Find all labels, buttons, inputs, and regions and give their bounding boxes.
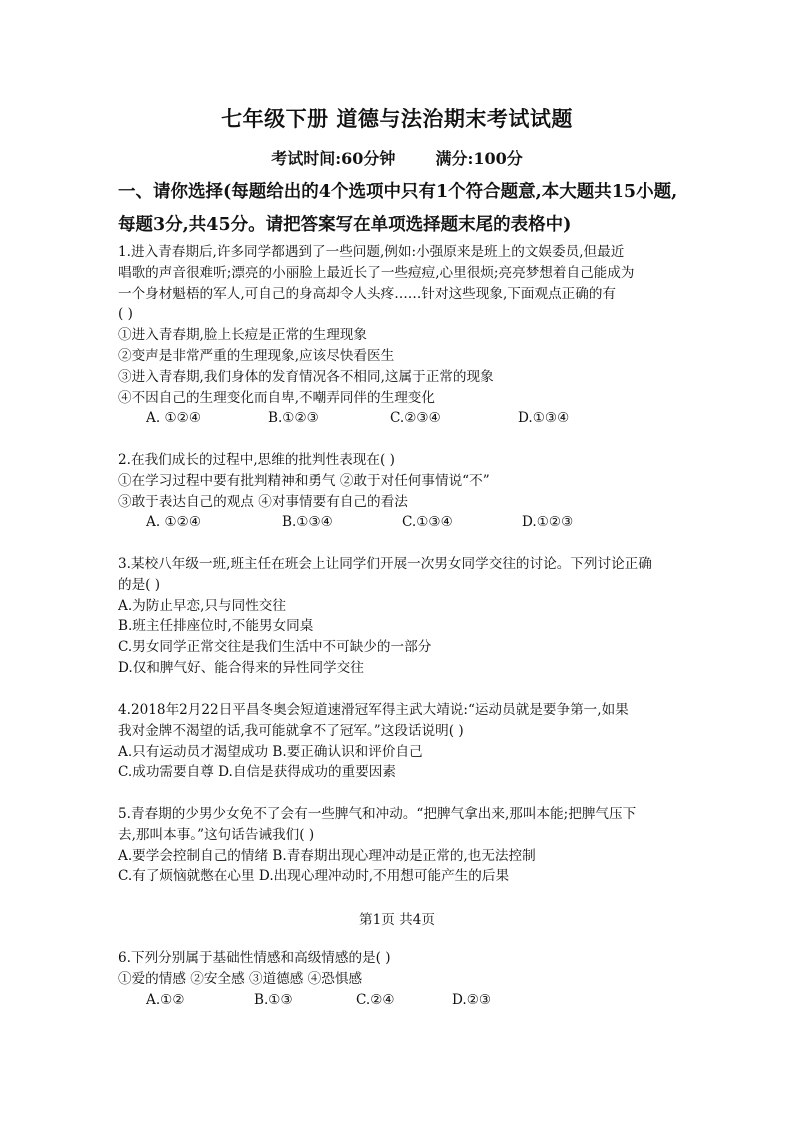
statement: ④不因自己的生理变化而自卑,不嘲弄同伴的生理变化 xyxy=(118,389,435,406)
option-a: A. ①②④ xyxy=(146,410,202,427)
question-text: 6.下列分别属于基础性情感和高级情感的是( ) xyxy=(118,950,391,966)
option-b: B.①③ xyxy=(254,991,293,1008)
answer-options xyxy=(118,512,688,533)
option-a: A. ①②④ xyxy=(146,514,202,531)
question-text: 3.某校八年级一班,班主任在班会上让同学们开展一次男女同学交往的讨论。下列讨论正确 xyxy=(118,556,652,572)
option-b: B.①②③ xyxy=(268,410,319,427)
option-c: C.②④ xyxy=(356,991,395,1008)
question-5 xyxy=(118,804,688,887)
statement: ①在学习过程中要有批判精神和勇气 ②敢于对任何事情说“不” xyxy=(118,472,490,489)
option-row: A.只有运动员才渴望成功 B.要正确认识和评价自己 xyxy=(118,743,423,760)
exam-time: 考试时间:60分钟 xyxy=(271,149,396,168)
question-text: 1.进入青春期后,许多同学都遇到了一些问题,例如:小强原来是班上的文娱委员,但最近 xyxy=(118,244,625,260)
question-text: 我对金牌不渴望的话,我可能就拿不了冠军。”这段话说明( ) xyxy=(118,722,464,739)
page-title: 七年级下册 道德与法治期末考试试题 xyxy=(221,106,573,131)
option-row: C.有了烦恼就憋在心里 D.出现心理冲动时,不用想可能产生的后果 xyxy=(118,868,510,885)
option-row: A.要学会控制自己的情绪 B.青春期出现心理冲动是正常的,也无法控制 xyxy=(118,847,536,864)
question-text: 5.青春期的少男少女免不了会有一些脾气和冲动。“把脾气拿出来,那叫本能;把脾气压下 xyxy=(118,806,637,822)
option-a: A.为防止早恋,只与同性交往 xyxy=(118,597,286,614)
question-text: 一个身材魁梧的军人,可自己的身高却令人头疼……针对这些现象,下面观点正确的有 xyxy=(118,285,617,302)
statement: ③敢于表达自己的观点 ④对事情要有自己的看法 xyxy=(118,493,408,510)
section-line: 一、请你选择(每题给出的4个选项中只有1个符合题意,本大题共15小题, xyxy=(118,182,678,202)
page-number: 第1页 共4页 xyxy=(359,912,435,928)
statement: ②变声是非常严重的生理现象,应该尽快看医生 xyxy=(118,347,395,364)
answer-options xyxy=(118,408,688,429)
question-6 xyxy=(118,948,688,1010)
option-b: B.班主任排座位时,不能男女同桌 xyxy=(118,618,314,635)
question-3 xyxy=(118,554,688,679)
question-1 xyxy=(118,242,688,429)
question-text: 2.在我们成长的过程中,思维的批判性表现在( ) xyxy=(118,452,395,468)
option-d: D.②③ xyxy=(452,991,492,1008)
section-line: 每题3分,共45分。请把答案写在单项选择题末尾的表格中) xyxy=(118,215,572,235)
option-c: C.①③④ xyxy=(402,514,453,531)
statement: ③进入青春期,我们身体的发育情况各不相同,这属于正常的现象 xyxy=(118,368,494,385)
option-a: A.①② xyxy=(146,991,185,1008)
answer-options xyxy=(118,990,688,1011)
question-text: 4.2018年2月22日平昌冬奥会短道速滑冠军得主武大靖说:“运动员就是要争第一,如果 xyxy=(118,702,629,718)
exam-score: 满分:100分 xyxy=(435,149,523,168)
question-2 xyxy=(118,450,688,533)
statement: ①进入青春期,脸上长痘是正常的生理现象 xyxy=(118,327,368,344)
question-text: ( ) xyxy=(118,306,133,323)
option-d: D.①②③ xyxy=(522,514,574,531)
question-text: 唱歌的声音很难听;漂亮的小丽脸上最近长了一些痘痘,心里很烦;亮亮梦想着自己能成为 xyxy=(118,264,635,281)
option-row: C.成功需要自尊 D.自信是获得成功的重要因素 xyxy=(118,764,396,781)
question-text: 的是( ) xyxy=(118,576,161,593)
option-d: D.仅和脾气好、能合得来的异性同学交往 xyxy=(118,659,364,676)
option-b: B.①③④ xyxy=(282,514,333,531)
option-d: D.①③④ xyxy=(518,410,570,427)
statement: ①爱的情感 ②安全感 ③道德感 ④恐惧感 xyxy=(118,970,363,987)
question-4 xyxy=(118,700,688,783)
question-text: 去,那叫本事。”这句话告诫我们( ) xyxy=(118,826,315,843)
option-c: C.男女同学正常交往是我们生活中不可缺少的一部分 xyxy=(118,639,432,656)
section-heading xyxy=(118,176,698,242)
option-c: C.②③④ xyxy=(390,410,441,427)
exam-info xyxy=(0,146,794,169)
